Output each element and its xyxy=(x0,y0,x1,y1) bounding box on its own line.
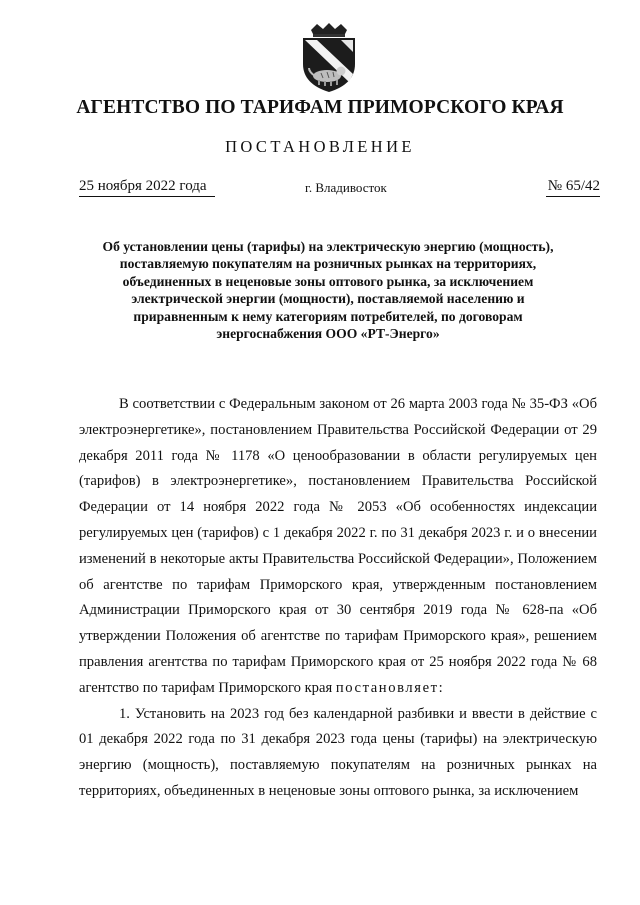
document-type: ПОСТАНОВЛЕНИЕ xyxy=(225,137,415,156)
document-body xyxy=(79,392,597,805)
document-number: № 65/42 xyxy=(546,178,600,197)
preamble-text: В соответствии с Федеральным законом от 26 марта 2003 года № 35-ФЗ «Об электроэнергетике», постановлением Правительства Российской Федерации от 29 декабря 2011 года № 1178 «О ценообразовании в области регулируемых цен (тарифов) в электроэнергетике», постановлением Правительства Российской Федерации от 14 ноября 2022 года № 2053 «Об особенностях индексации регулируемых цен (тарифов) с 1 декабря 2022 г. по 31 декабря 2023 г. и о внесении изменений в некоторые акты Правительства Российской Федерации», Положением об агентстве по тарифам Приморского края, утвержденным постановлением Администрации Приморского края от 30 сентября 2019 года № 628-па «Об утверждении Положения об агентстве по тарифам Приморского края», решением правления агентства по тарифам Приморского края от 25 ноября 2022 года № 68 агентство по тарифам Приморского края xyxy=(79,396,597,696)
document-title: Об установлении цены (тарифы) на электрическую энергию (мощность), поставляемую покупателям на розничных рынках на территориях, объединенных в неценовые зоны оптового рынка, за исключением электрической энергии (мощности), поставляемой населению и приравненным к нему категориям потребителей, по договорам энергоснабжения ООО «РТ-Энерго» xyxy=(102,239,554,342)
document-city: г. Владивосток xyxy=(305,180,387,195)
decree-word: постановляет: xyxy=(335,679,445,696)
coat-of-arms-icon xyxy=(297,22,361,94)
item-1-paragraph: 1. Установить на 2023 год без календарной разбивки и ввести в действие с 01 декабря 2022 года по 31 декабря 2023 года цены (тарифы) на электрическую энергию (мощность), поставляемую покупателям на розничных рынках на территориях, объединенных в неценовые зоны оптового рынка, за исключением xyxy=(79,705,597,799)
agency-name: АГЕНТСТВО ПО ТАРИФАМ ПРИМОРСКОГО КРАЯ xyxy=(76,97,564,118)
document-date: 25 ноября 2022 года xyxy=(79,178,215,197)
preamble-paragraph xyxy=(79,392,597,702)
